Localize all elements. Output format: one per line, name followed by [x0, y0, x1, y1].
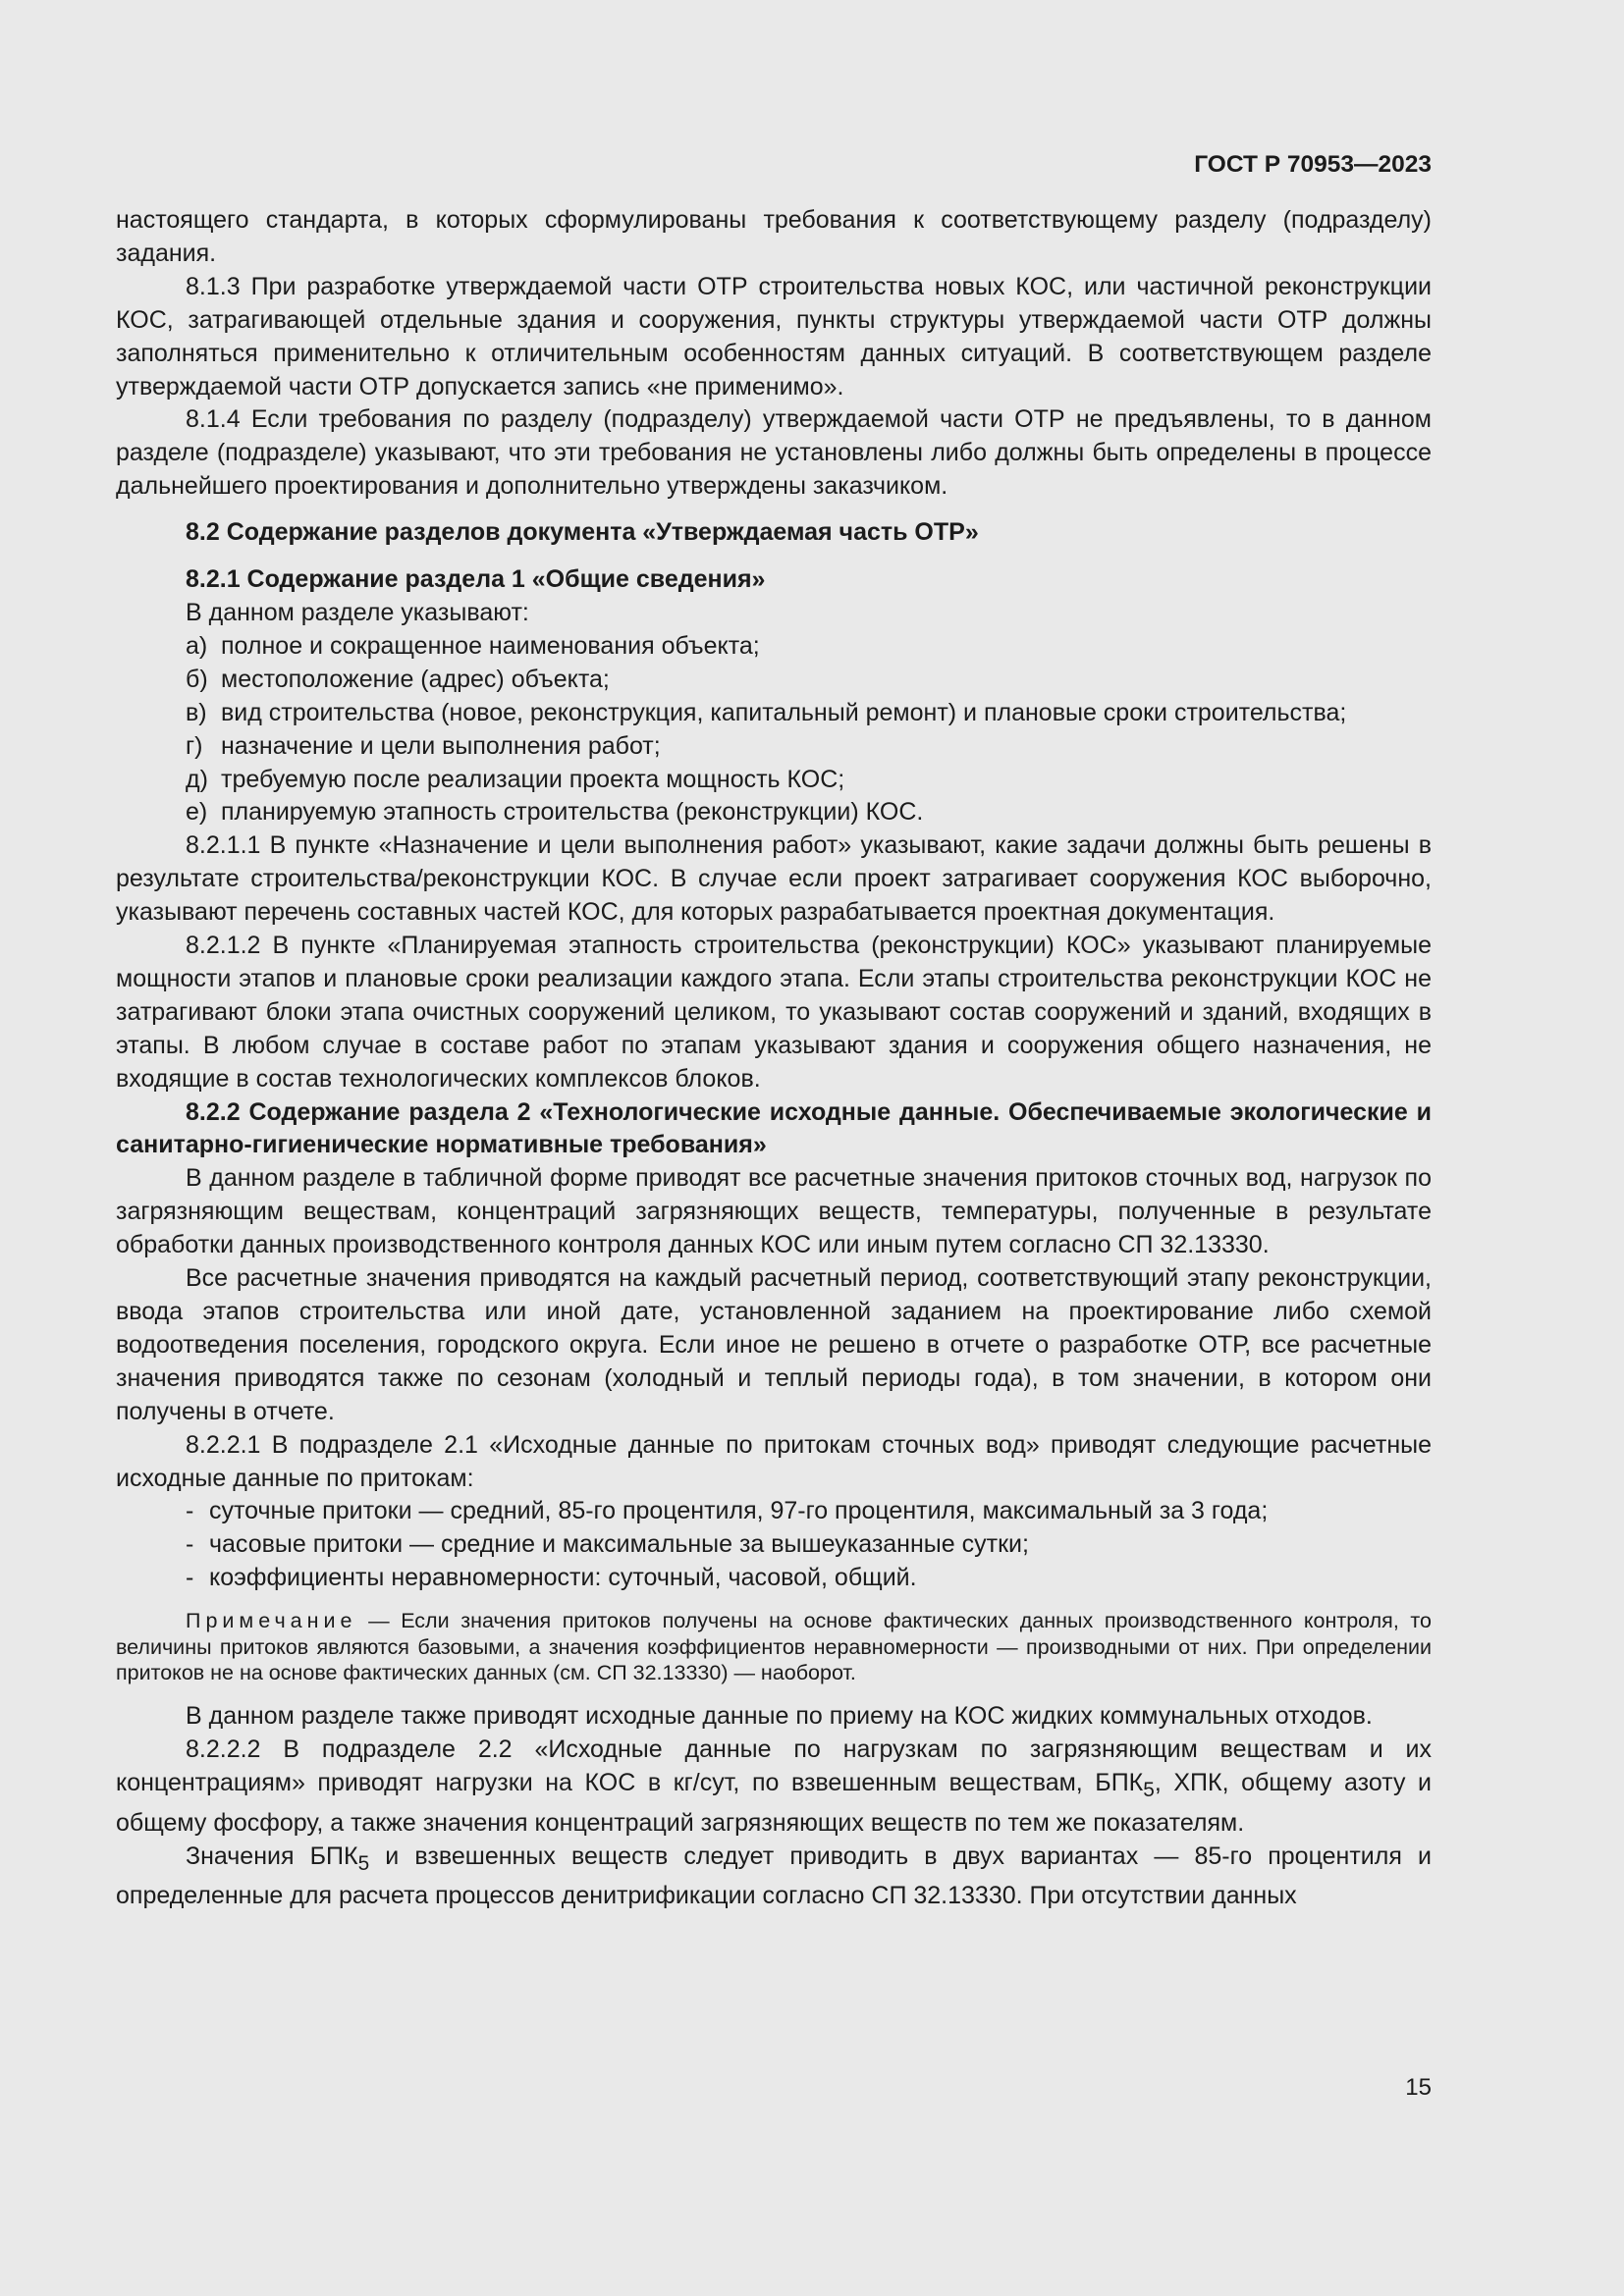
list-text: коэффициенты неравномерности: суточный, часовой, общий. [209, 1564, 917, 1592]
paragraph-8-1-4: 8.1.4 Если требования по разделу (подразделу) утверждаемой части ОТР не предъявлены, то в данном разделе (подразделе) указывают, что эти требования не установлены либо должны быть определены в процессе дальнейшего проектирования и дополнительно утверждены заказчиком. [116, 405, 1432, 501]
list-item [116, 630, 1432, 664]
list-text: планируемую этапность строительства (реконструкции) КОС. [221, 798, 924, 827]
paragraph-8-2-2-1: 8.2.2.1 В подразделе 2.1 «Исходные данные по притокам сточных вод» приводят следующие расчетные исходные данные по притокам: [116, 1430, 1432, 1492]
list-text: вид строительства (новое, реконструкция, капитальный ремонт) и плановые сроки строительства; [221, 698, 1347, 726]
list-marker: - [186, 1530, 194, 1559]
list-item [116, 664, 1432, 697]
list-inflows [116, 1495, 1432, 1595]
subscript: 5 [357, 1851, 370, 1875]
heading-8-2-1: 8.2.1 Содержание раздела 1 «Общие сведения» [186, 565, 766, 594]
list-marker: - [186, 1564, 194, 1592]
list-text: часовые притоки — средние и максимальные за вышеуказанные сутки; [209, 1530, 1029, 1559]
list-marker: в) [186, 698, 207, 726]
list-marker: б) [186, 665, 208, 693]
paragraph-8-2-2-b: Все расчетные значения приводятся на каждый расчетный период, соответствующий этапу реконструкции, ввода этапов строительства или иной дате, установленной заданием на проектирование либо схемой водоотведения поселения, городского округа. Если иное не решено в отчете о разработке ОТР, все расчетные значения приводятся также по сезонам (холодный и теплый периоды года), в том значении, в котором они получены в отчете. [116, 1264, 1432, 1425]
note-label: Примечание [186, 1609, 357, 1633]
list-marker: а) [186, 631, 208, 660]
paragraph-8-2-1-intro: В данном разделе указывают: [186, 598, 529, 626]
paragraph-8-1-3: 8.1.3 При разработке утверждаемой части ОТР строительства новых КОС, или частичной реконструкции КОС, затрагивающей отдельные здания и сооружения, пункты структуры утверждаемой части ОТР должны заполняться применительно к отличительным особенностям данных ситуаций. В соответствующем разделе утверждаемой части ОТР допускается запись «не применимо». [116, 272, 1432, 400]
document-page [116, 145, 1432, 1913]
paragraph-continuation: настоящего стандарта, в которых сформулированы требования к соответствующему разделу (подразделу) задания. [116, 206, 1432, 267]
list-marker: е) [186, 798, 208, 827]
text-run: 8.2.2.2 В подразделе 2.2 «Исходные данные по нагрузкам по загрязняющим веществам и их концентрациям» приводят нагрузки на КОС в кг/сут, по взвешенным веществам, БПК [116, 1735, 1432, 1796]
list-item [116, 730, 1432, 764]
paragraph-8-2-2-2 [116, 1734, 1432, 1841]
note-text: — Если значения притоков получены на основе фактических данных производственного контроля, то величины притоков являются базовыми, а значения коэффициентов неравномерности — производными от них. При определении притоков не на основе фактических данных (см. СП 32.13330) — наоборот. [116, 1609, 1432, 1685]
list-item [116, 1528, 1432, 1562]
list-item [116, 764, 1432, 797]
heading-8-2: 8.2 Содержание разделов документа «Утверждаемая часть ОТР» [186, 518, 979, 547]
text-run: и взвешенных веществ следует приводить в двух вариантах — 85-го процентиля и определенные для расчета процессов денитрификации согласно СП 32.13330. При отсутствии данных [116, 1842, 1432, 1910]
list-text: суточные притоки — средний, 85-го процентиля, 97-го процентиля, максимальный за 3 года; [209, 1497, 1269, 1525]
list-8-2-1 [116, 630, 1432, 829]
paragraph-bpk [116, 1841, 1432, 1914]
list-marker: - [186, 1497, 194, 1525]
standard-header: ГОСТ Р 70953—2023 [1194, 151, 1432, 178]
list-text: местоположение (адрес) объекта; [221, 665, 610, 693]
list-text: требуемую после реализации проекта мощность КОС; [221, 765, 845, 793]
text-run: Значения БПК [186, 1842, 358, 1870]
subscript: 5 [1143, 1778, 1155, 1801]
note [116, 1608, 1432, 1686]
paragraph-8-2-1-1: 8.2.1.1 В пункте «Назначение и цели выполнения работ» указывают, какие задачи должны быть решены в результате строительства/реконструкции КОС. В случае если проект затрагивает сооружения КОС выборочно, указывают перечень составных частей КОС, для которых разрабатывается проектная документация. [116, 831, 1432, 927]
page-number: 15 [1405, 2074, 1432, 2101]
heading-8-2-2: 8.2.2 Содержание раздела 2 «Технологические исходные данные. Обеспечиваемые экологические и санитарно-гигиенические нормативные требования» [116, 1097, 1432, 1159]
paragraph-8-2-2-c: В данном разделе также приводят исходные данные по приему на КОС жидких коммунальных отходов. [186, 1701, 1373, 1730]
list-text: назначение и цели выполнения работ; [221, 731, 661, 760]
list-item [116, 697, 1432, 730]
text-run: , ХПК, общему азоту и общему фосфору, а также значения концентраций загрязняющих веществ по тем же показателям. [116, 1768, 1432, 1837]
list-item [116, 1562, 1432, 1595]
list-marker: д) [186, 765, 208, 793]
list-text: полное и сокращенное наименования объекта; [221, 631, 760, 660]
list-marker: г) [186, 731, 203, 760]
paragraph-8-2-2-a: В данном разделе в табличной форме приводят все расчетные значения притоков сточных вод, нагрузок по загрязняющим веществам, концентраций загрязняющих веществ, температуры, полученные в результате обработки данных производственного контроля данных КОС или иным путем согласно СП 32.13330. [116, 1164, 1432, 1259]
list-item [116, 796, 1432, 829]
list-item [116, 1495, 1432, 1528]
paragraph-8-2-1-2: 8.2.1.2 В пункте «Планируемая этапность строительства (реконструкции) КОС» указывают планируемые мощности этапов и плановые сроки реализации каждого этапа. Если этапы строительства реконструкции КОС не затрагивают блоки этапа очистных сооружений целиком, то указывают состав сооружений и зданий, входящих в этапы. В любом случае в составе работ по этапам указывают здания и сооружения общего назначения, не входящие в состав технологических комплексов блоков. [116, 932, 1432, 1093]
